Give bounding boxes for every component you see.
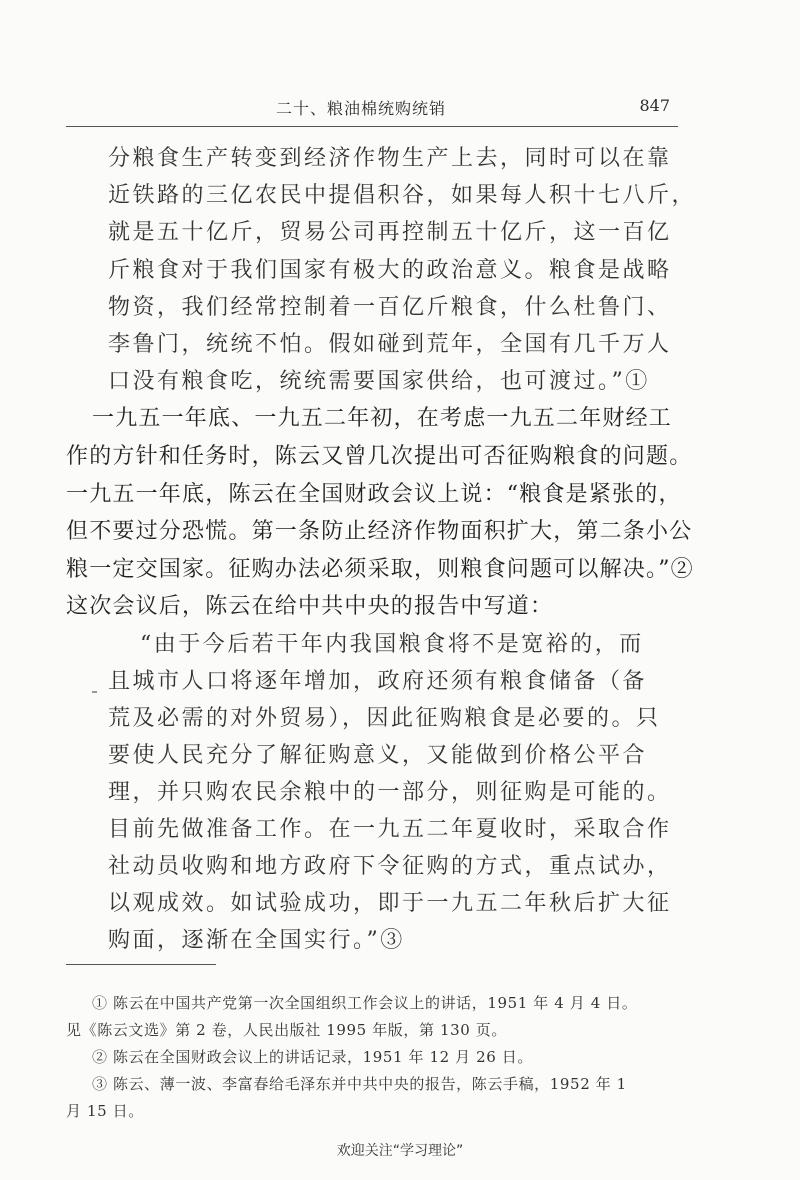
footnote-1-continued: 见《陈云文选》第 2 卷，人民出版社 1995 年版，第 130 页。 [66,1021,507,1039]
quote-line: 分粮食生产转变到经济作物生产上去，同时可以在靠 [108,146,672,171]
quote-line: 以观成效。如试验成功，即于一九五二年秋后扩大征 [108,891,672,916]
quote-line: 就是五十亿斤，贸易公司再控制五十亿斤，这一百亿 [108,220,672,245]
chapter-title: 二十、粮油棉统购统销 [276,99,447,118]
header-rule [66,126,678,127]
quote-line: 目前先做准备工作。在一九五二年夏收时，采取合作 [108,817,672,842]
quote-line: 斤粮食对于我们国家有极大的政治意义。粮食是战略 [108,258,672,283]
quote-line: 购面，逐渐在全国实行。”③ [108,928,405,953]
footnote-3-continued: 月 15 日。 [66,1102,144,1120]
quote-line: 荒及必需的对外贸易），因此征购粮食是必要的。只 [108,706,661,731]
paragraph-line: 一九五一年底、一九五二年初，在考虑一九五二年财经工 [92,406,673,431]
scan-speck [92,691,97,693]
paragraph-line: 这次会议后，陈云在给中共中央的报告中写道： [66,594,554,619]
quote-line: 社动员收购和地方政府下令征购的方式，重点试办， [108,854,672,879]
footnote-3: ③ 陈云、薄一波、李富春给毛泽东并中共中央的报告，陈云手稿，1952 年 1 [92,1075,627,1093]
footnote-rule [66,964,216,965]
footnote-1: ① 陈云在中国共产党第一次全国组织工作会议上的讲话，1951 年 4 月 4 日。 [92,994,638,1012]
quote-line: 且城市人口将逐年增加，政府还须有粮食储备（备 [108,669,648,694]
paragraph-line: 作的方针和任务时，陈云又曾几次提出可否征购粮食的问题。 [66,444,693,469]
paragraph-line: 一九五一年底，陈云在全国财政会议上说：“粮食是紧张的， [66,482,682,507]
paragraph-line: 但不要过分恐慌。第一条防止经济作物面积扩大，第二条小公 [66,519,693,544]
quote-line: 要使人民充分了解征购意义，又能做到价格公平合 [108,743,648,768]
quote-line: 李鲁门，统统不怕。假如碰到荒年，全国有几千万人 [108,332,672,357]
paragraph-line: 粮一定交国家。征购办法必须采取，则粮食问题可以解决。”② [66,557,694,582]
quote-line: 理，并只购农民余粮中的一部分，则征购是可能的。 [108,780,672,805]
footnote-2: ② 陈云在全国财政会议上的讲话记录，1951 年 12 月 26 日。 [92,1048,533,1066]
quote-line: 近铁路的三亿农民中提倡积谷，如果每人积十七八斤， [108,183,697,208]
quote-line: 口没有粮食吃，统统需要国家供给，也可渡过。”① [108,369,650,394]
running-header [66,96,678,126]
footer-caption: 欢迎关注“学习理论” [336,1143,464,1159]
quote-line: “由于今后若干年内我国粮食将不是宽裕的，而 [140,632,644,657]
quote-line: 物资，我们经常控制着一百亿斤粮食，什么杜鲁门、 [108,295,672,320]
page-number: 847 [639,96,670,115]
